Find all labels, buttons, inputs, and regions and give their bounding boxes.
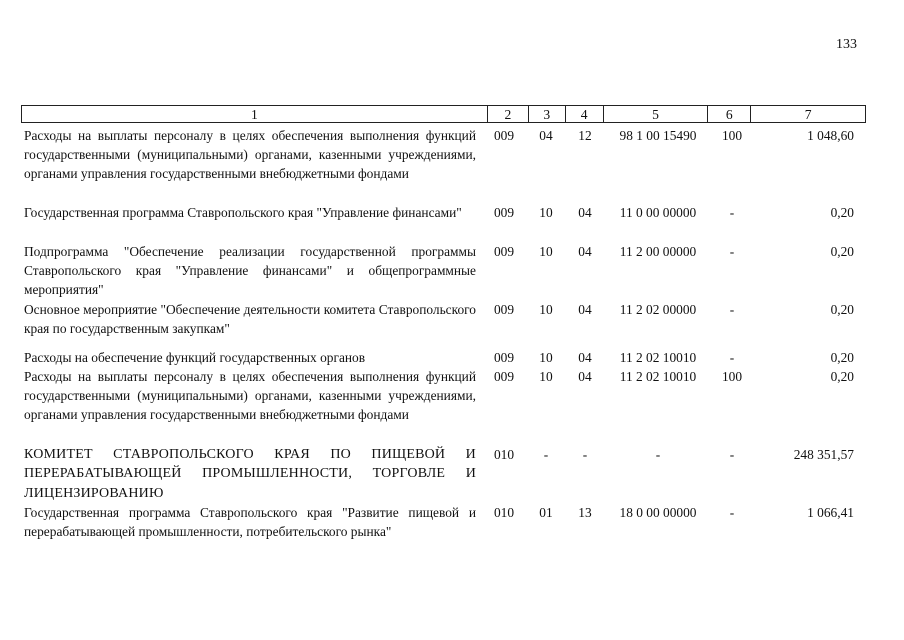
page-number: 133 [836, 37, 857, 52]
row-csr: 11 2 02 10010 [619, 369, 697, 384]
row-description: Государственная программа Ставропольского края "Управление финансами" [24, 205, 462, 220]
row-rz: 10 [539, 302, 553, 317]
row-pr: 04 [578, 350, 592, 365]
row-vr: - [729, 350, 735, 365]
row-description: Расходы на выплаты персоналу в целях обеспечения выполнения функций государственными (муниципальными) органами, казенными учреждениями, органами управления государственными внебюджетными фондами [24, 128, 476, 182]
row-sum: 0,20 [830, 350, 854, 365]
row-rz: 10 [539, 369, 553, 384]
row-csr: 11 2 00 00000 [619, 244, 697, 259]
row-vr: 100 [721, 369, 743, 384]
row-vr: - [729, 447, 735, 462]
table-header-row [21, 105, 866, 123]
row-sum: 0,20 [830, 205, 854, 220]
row-csr: 18 0 00 00000 [619, 505, 697, 520]
row-vr: - [729, 244, 735, 259]
row-pr: - [582, 447, 588, 462]
row-ved: 010 [493, 505, 515, 520]
row-ved: 009 [493, 244, 515, 259]
row-vr: - [729, 205, 735, 220]
column-header-2: 2 [488, 106, 529, 122]
row-description: Основное мероприятие "Обеспечение деятельности комитета Ставропольского края по государственным закупкам" [24, 302, 476, 337]
row-rz: 10 [539, 205, 553, 220]
row-sum: 0,20 [830, 244, 854, 259]
row-rz: 10 [539, 350, 553, 365]
row-sum: 248 351,57 [793, 447, 854, 462]
row-ved: 009 [493, 205, 515, 220]
row-ved: 009 [493, 350, 515, 365]
row-sum: 0,20 [830, 369, 854, 384]
row-description: Государственная программа Ставропольского края "Развитие пищевой и перерабатывающей промышленности, потребительского рынка" [24, 505, 476, 540]
row-sum: 1 048,60 [807, 128, 854, 143]
row-vr: - [729, 302, 735, 317]
row-ved: 010 [493, 447, 515, 462]
row-pr: 13 [578, 505, 592, 520]
column-header-3: 3 [529, 106, 566, 122]
row-sum: 1 066,41 [807, 505, 854, 520]
row-description: Расходы на выплаты персоналу в целях обеспечения выполнения функций государственными (муниципальными) органами, казенными учреждениями, органами управления государственными внебюджетными фондами [24, 369, 476, 423]
row-sum: 0,20 [830, 302, 854, 317]
row-csr: - [655, 447, 661, 462]
row-description: КОМИТЕТ СТАВРОПОЛЬСКОГО КРАЯ ПО ПИЩЕВОЙ И ПЕРЕРАБАТЫВАЮЩЕЙ ПРОМЫШЛЕННОСТИ, ТОРГОВЛЕ И ЛИЦЕНЗИРОВАНИЮ [24, 447, 476, 501]
row-rz: 10 [539, 244, 553, 259]
row-description: Расходы на обеспечение функций государственных органов [24, 350, 366, 365]
row-ved: 009 [493, 128, 515, 143]
row-ved: 009 [493, 369, 515, 384]
row-pr: 04 [578, 302, 592, 317]
row-ved: 009 [493, 302, 515, 317]
row-csr: 98 1 00 15490 [619, 128, 697, 143]
row-csr: 11 2 02 00000 [619, 302, 697, 317]
column-header-4: 4 [566, 106, 604, 122]
row-csr: 11 2 02 10010 [619, 350, 697, 365]
row-rz: - [543, 447, 549, 462]
column-header-7: 7 [804, 107, 812, 122]
row-rz: 04 [539, 128, 553, 143]
column-header-5: 5 [604, 106, 709, 122]
column-header-6: 6 [708, 106, 751, 122]
row-pr: 12 [578, 128, 592, 143]
row-rz: 01 [539, 505, 553, 520]
row-pr: 04 [578, 369, 592, 384]
row-pr: 04 [578, 205, 592, 220]
row-pr: 04 [578, 244, 592, 259]
row-vr: - [729, 505, 735, 520]
column-header-1: 1 [22, 106, 488, 122]
row-csr: 11 0 00 00000 [619, 205, 697, 220]
row-vr: 100 [721, 128, 743, 143]
row-description: Подпрограмма "Обеспечение реализации государственной программы Ставропольского края "Управление финансами" и общепрограммные мероприятия" [24, 244, 476, 298]
